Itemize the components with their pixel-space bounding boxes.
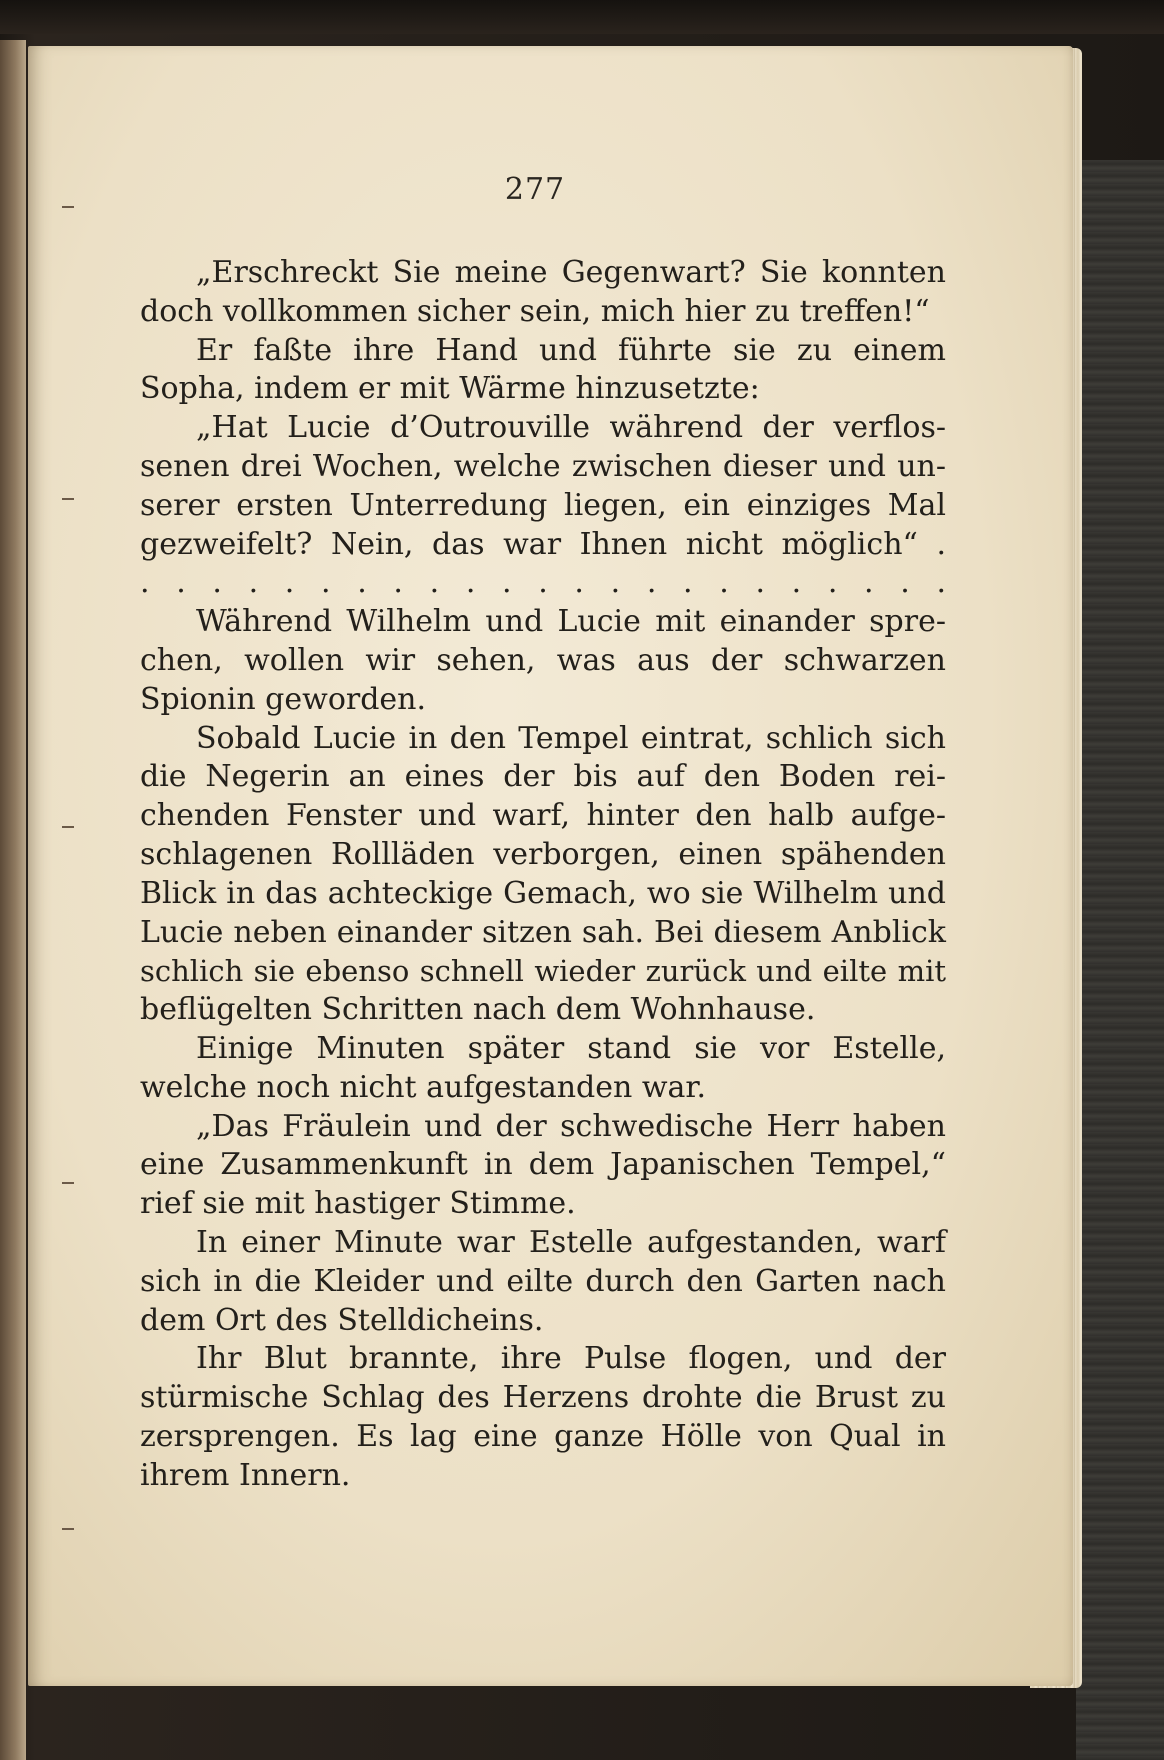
text-line: „Hat Lucie d’Outrouville während der verflos-: [196, 410, 946, 446]
book-cover-top-edge: [0, 0, 1164, 34]
text-line: sich in die Kleider und eilte durch den Garten nach: [140, 1263, 946, 1299]
text-line: eine Zusammenkunft in dem Japanischen Tempel,“: [140, 1147, 946, 1183]
text-line: welche noch nicht aufgestanden war.: [140, 1069, 707, 1105]
text-line: gezweifelt? Nein, das war Ihnen nicht möglich“ .: [140, 526, 946, 562]
text-line: schlagenen Rollläden verborgen, einen spähenden: [140, 836, 946, 872]
text-line: Er faßte ihre Hand und führte sie zu einem: [196, 332, 946, 368]
text-line: Blick in das achteckige Gemach, wo sie Wilhelm und: [140, 875, 946, 911]
page-text: [140, 254, 946, 1496]
gutter-binding-marks: [62, 206, 82, 1606]
text-line: Sobald Lucie in den Tempel eintrat, schlich sich: [196, 720, 946, 756]
text-line: „Das Fräulein und der schwedische Herr haben: [196, 1108, 946, 1144]
text-line: Während Wilhelm und Lucie mit einander spre-: [196, 604, 946, 640]
text-line: ihrem Innern.: [140, 1457, 351, 1493]
text-line: die Negerin an eines der bis auf den Boden rei-: [140, 759, 946, 795]
book-spine-left: [0, 40, 26, 1760]
text-line: senen drei Wochen, welche zwischen dieser und un-: [140, 448, 946, 484]
text-line: serer ersten Unterredung liegen, ein einziges Mal: [140, 487, 946, 523]
text-line: Lucie neben einander sitzen sah. Bei diesem Anblick: [140, 914, 946, 950]
text-line: Ihr Blut brannte, ihre Pulse flogen, und der: [196, 1341, 946, 1377]
text-line: rief sie mit hastiger Stimme.: [140, 1186, 576, 1222]
text-line: dem Ort des Stelldicheins.: [140, 1302, 544, 1338]
book-cover-right-board: [1076, 160, 1164, 1760]
text-line: In einer Minute war Estelle aufgestanden, warf: [196, 1224, 946, 1260]
text-line: „Erschreckt Sie meine Gegenwart? Sie konnten: [196, 255, 946, 290]
text-line: stürmische Schlag des Herzens drohte die Brust zu: [140, 1380, 946, 1416]
text-line: chenden Fenster und warf, hinter den halb aufge-: [140, 798, 946, 834]
text-line: chen, wollen wir sehen, was aus der schwarzen: [140, 642, 946, 678]
page-number: 277: [504, 172, 566, 207]
text-line: zersprengen. Es lag eine ganze Hölle von Qual in: [140, 1418, 946, 1454]
text-line: doch vollkommen sicher sein, mich hier zu treffen!“: [140, 293, 930, 329]
text-line: schlich sie ebenso schnell wieder zurück und eilte mit: [140, 954, 946, 989]
text-line: Spionin geworden.: [140, 681, 427, 717]
text-line: Sopha, indem er mit Wärme hinzusetzte:: [140, 371, 760, 407]
ellipsis-separator-line: . . . . . . . . . . . . . . . . . . . . . . .: [140, 565, 946, 601]
text-line: Einige Minuten später stand sie vor Estelle,: [196, 1030, 946, 1066]
text-line: beflügelten Schritten nach dem Wohnhause.: [140, 992, 816, 1028]
